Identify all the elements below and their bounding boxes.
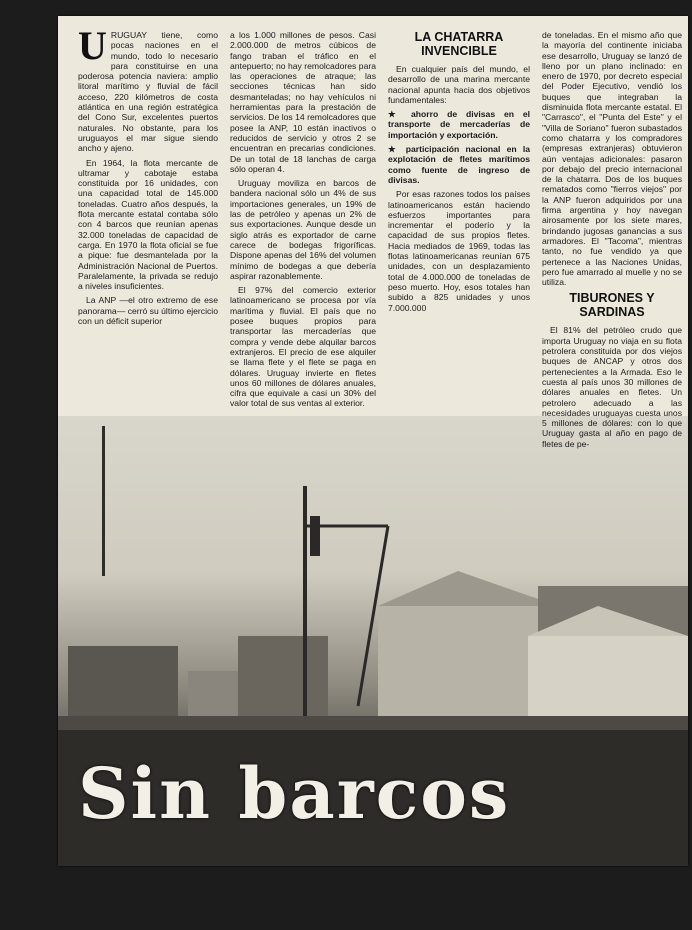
paragraph: El 97% del comercio exterior latinoamericano se procesa por vía marítima y fluvial. El país que no posee buques propios para transportar las mercaderías que compra y vende debe alquilar barcos extranjeros. El precio de ese alquiler se llama flete y el flete se paga en dólares. Uruguay invierte en fletes unos 60 millones de dólares anuales, cifra que equivale a casi un 30% del valor total de sus ventas al exterior.	[230, 285, 376, 409]
section-heading: TIBURONES Y SARDINAS	[569, 291, 655, 320]
column-3	[388, 30, 530, 317]
paragraph: La ANP —el otro extremo de ese panorama— cerró su último ejercicio con un déficit superior	[78, 295, 218, 327]
paragraph: En cualquier país del mundo, el desarrollo de una marina mercante nacional apunta hacia dos objetivos fundamentales:	[388, 64, 530, 105]
paragraph: Por esas razones todos los países latinoamericanos están haciendo esfuerzos importantes para incrementar el poderío y la capacidad de sus propios fletes. Hacia mediados de 1969, todas las flotas latinoamericanas reunían 675 unidades, con un desplazamiento total de 4.000.000 de toneladas de peso muerto. Hoy, esos totales han subido a 825 unidades y unos 7.000.000	[388, 189, 530, 313]
paragraph: En 1964, la flota mercante de ultramar y cabotaje estaba constituida por 16 unidades, con una capacidad total de 145.000 toneladas. Cuatro años después, la flota mercante estatal contaba sólo con 4 barcos que reunían apenas 32.000 toneladas de capacidad de carga. En 1970 la flota oficial se fue a pique: fue desmantelada por la Administración Nacional de Puertos. Paralelamente, la privada se redujo a niveles insuficientes.	[78, 157, 218, 292]
bullet-item: ★ participación nacional en la explotación de fletes marítimos como fuente de ingreso de divisas.	[388, 144, 530, 185]
section-heading: LA CHATARRA INVENCIBLE	[414, 30, 504, 58]
drop-cap: U	[78, 23, 107, 68]
column-4	[542, 30, 682, 453]
magazine-page	[58, 16, 688, 866]
column-1	[78, 23, 218, 330]
paragraph: a los 1.000 millones de pesos. Casi 2.000.000 de metros cúbicos de fango traban el tráfico en el antepuerto; no hay remolcadores para las operaciones de atraque; las secciones técnicas han sido desmanteladas; no hay vehículos ni herramientas para la prestación de servicios. De los 14 remolcadores que posee la ANP, 10 están inactivos o reducidos de servicio y otros 2 se encuentran en precarias condiciones. De un total de 18 lanchas de carga sólo operan 4.	[230, 30, 376, 174]
paragraph: Uruguay moviliza en barcos de bandera nacional sólo un 4% de sus importaciones generales, un 19% de las de petróleo y apenas un 2% de sus exportaciones. Aunque desde un siglo atrás es exportador de carne carece de bodegas frigoríficas. Dispone apenas del 16% del volumen mínimo de bodegas a que debería aspirar razonablemente.	[230, 178, 376, 281]
article-title: Sin barcos	[78, 752, 511, 835]
paragraph: El 81% del petróleo crudo que importa Uruguay no viaja en su flota petrolera constituida por dos viejos buques de ANCAP y otros dos pertenecientes a la Armada. Eso le cuesta al país unos 30 millones de dólares anuales en fletes. Un petrolero adecuado a las necesidades uruguayas cuesta unos 5 millones de dólares: con lo que Uruguay gasta al año en pago de fletes de pe-	[542, 325, 682, 449]
bullet-item: ★ ahorro de divisas en el transporte de mercaderías de importación y exportación.	[388, 109, 530, 140]
intro-paragraph: URUGUAY tiene, como pocas naciones en el mundo, todo lo necesario para constituirse en una poderosa potencia naviera: amplio litoral marítimo y fluvial de fácil acceso, 220 kilómetros de costa atlántica en una región estratégica del Cono Sur, excelentes puertos naturales. No obstante, para los uruguayos el mar sigue siendo ancho y ajeno.	[78, 23, 218, 154]
paragraph: de toneladas. En el mismo año que la mayoría del continente iniciaba ese desarrollo, Uruguay se lanzó de lleno por un plano inclinado: en enero de 1970, por decreto especial del Poder Ejecutivo, vendió los buques que integraban la disminuida flota mercante estatal. El "Carrasco", el "Punta del Este" y el "Villa de Soriano" fueron subastados como chatarra y los compradores (empresas extranjeras) obtuvieron aún ventajas adicionales: pasaron por debajo del precio internacional de la chatarra. Dos de los buques rematados como "fierros viejos" por la ANP fueron adquiridos por una firma argentina y hoy navegan airosamente por los siete mares, brindando jugosas ganancias a sus armadores. El "Tacoma", mientras tanto, no fue vendido ya que pertenece a las Naciones Unidas, pero fue amarrado al muelle y no se utiliza.	[542, 30, 682, 288]
column-2	[230, 30, 376, 413]
